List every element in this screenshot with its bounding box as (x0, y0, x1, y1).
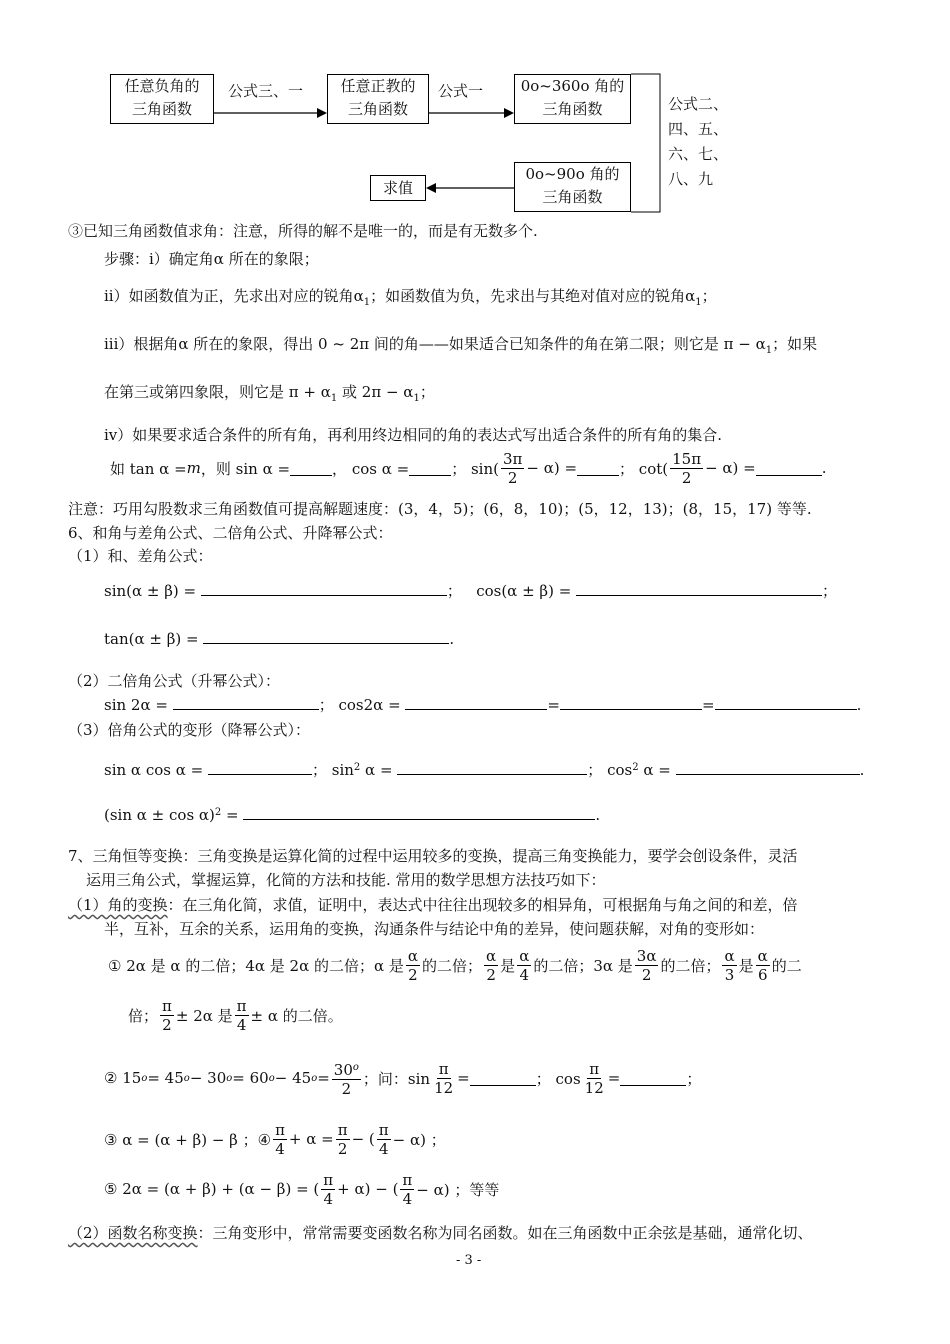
numerator: α (519, 946, 530, 965)
s3-example (110, 446, 827, 490)
s7-title-l1: 7、三角恒等变换：三角变换是运算化简的过程中运用较多的变换，提高三角变换能力，要学会创设条件，灵活 (68, 847, 798, 865)
answer-blank[interactable] (676, 760, 860, 775)
denominator: 12 (434, 1078, 454, 1097)
s7-case1-l2 (128, 992, 343, 1038)
answer-blank[interactable] (470, 1071, 536, 1086)
s3-title: ③已知三角函数值求角：注意，所得的解不是唯一的，而是有无数多个. (68, 222, 538, 240)
text: ； (686, 1069, 702, 1088)
s6-double-line (104, 694, 861, 715)
text: 或 2π − α (337, 383, 414, 401)
answer-blank[interactable] (576, 581, 822, 596)
answer-blank[interactable] (208, 760, 312, 775)
denominator: 4 (275, 1139, 285, 1158)
text: ：在三角化简，求值，证明中，表达式中往往出现较多的相异角，可根据角与角之间的和差，倍 (167, 896, 798, 914)
s7-case3-4 (104, 1116, 446, 1162)
text: . (856, 696, 862, 714)
text: = (547, 696, 560, 714)
denominator: 2 (641, 965, 652, 984)
text: − ( (351, 1130, 375, 1148)
text: cos(α ± β) = (476, 582, 577, 600)
text: α = (360, 761, 398, 779)
text: = 45 (147, 1069, 184, 1087)
answer-blank[interactable] (409, 461, 451, 476)
denominator: 2 (341, 1079, 352, 1098)
box-line: 任意负角的 (124, 77, 200, 95)
text: ⑤ 2α = (α + β) + (α − β) = ( (104, 1180, 320, 1198)
text: ； sin( (451, 459, 499, 478)
text: ； (587, 761, 603, 779)
text: . (595, 806, 601, 824)
text: ； (311, 761, 327, 779)
text: 是 (738, 956, 754, 975)
fraction (377, 1121, 391, 1158)
page-number: - 3 - (456, 1253, 482, 1268)
superscript: 2 (353, 762, 361, 773)
text: 在第三或第四象限，则它是 π + α (104, 383, 331, 401)
s7-p2-l1 (68, 1222, 813, 1243)
denominator: 2 (337, 1139, 348, 1158)
text: = 60 (232, 1069, 269, 1087)
s6-title: 6、和角与差角公式、二倍角公式、升降幂公式： (68, 524, 393, 542)
text: ； cot( (619, 459, 669, 478)
s7-title-l2: 运用三角公式，掌握运算，化简的方法和技能. 常用的数学思想方法技巧如下： (86, 871, 606, 889)
answer-blank[interactable] (620, 1071, 686, 1086)
numerator: α (486, 946, 497, 965)
numerator: π (275, 1120, 285, 1139)
s6-p1: （1）和、差角公式： (68, 547, 213, 565)
denominator: 6 (757, 965, 768, 984)
note: 注意：巧用勾股数求三角函数值可提高解题速度：(3，4，5)；(6，8，10)；(5，12，13)；(8，15，17) 等等. (68, 500, 812, 518)
fraction (432, 1060, 455, 1097)
text: iii）根据角α 所在的象限，得出 0 ~ 2π 间的角——如果适合已知条件的角在第二限；则它是 π − α (104, 335, 766, 353)
text: 的二 (771, 956, 802, 975)
s3-step3 (104, 333, 817, 356)
text: . (859, 761, 865, 779)
s3-step4: iv）如果要求适合条件的所有角，再利用终边相同的角的表达式写出适合条件的所有角的集合. (104, 426, 723, 444)
numerator: π (337, 1120, 348, 1139)
fraction (406, 947, 420, 984)
text: (sin α ± cos α) (104, 806, 215, 824)
fraction (635, 947, 659, 984)
text: − α) = (705, 459, 756, 477)
fraction (321, 1171, 335, 1208)
text: 30 (333, 1060, 353, 1079)
s3-step3-cont (104, 381, 435, 404)
text: 是 (500, 956, 516, 975)
numerator: 3π (502, 449, 523, 468)
box-0-90 (514, 162, 631, 212)
text: − α) = (526, 459, 578, 477)
text: 的二倍； (422, 956, 483, 975)
text: − α) ； (392, 1130, 446, 1149)
numerator: π (438, 1059, 449, 1078)
s6-reduce-line (104, 759, 864, 780)
answer-blank[interactable] (715, 695, 857, 710)
box-line: 0o~90o 角的 (525, 165, 620, 183)
s7-p1-l1 (68, 894, 798, 915)
text: = (317, 1069, 330, 1087)
degree-sign: o (311, 1072, 318, 1084)
numerator: π (162, 996, 172, 1015)
fraction (235, 997, 249, 1034)
heading: （1）角的变换 (68, 896, 168, 914)
box-result (370, 175, 426, 201)
heading: （2）函数名称变换 (68, 1224, 198, 1242)
text: ± 2α 是 (175, 1006, 233, 1025)
s7-case5 (104, 1166, 499, 1212)
s6-square-line (104, 805, 600, 824)
denominator: 4 (519, 965, 530, 984)
text: . (449, 630, 455, 648)
numerator: π (589, 1059, 600, 1078)
s3-step2 (104, 285, 717, 308)
text: = (702, 696, 715, 714)
text: ii）如函数值为正，先求出对应的锐角α (104, 287, 364, 305)
text: cos (607, 761, 633, 779)
fraction (722, 947, 736, 984)
degree-sign: o (268, 1072, 275, 1084)
text: ③ α = (α + β) − β ；④ (104, 1130, 272, 1149)
text: sin 2α = (104, 696, 173, 714)
numerator: 3α (636, 946, 657, 965)
s7-case1 (108, 942, 802, 988)
fraction (501, 450, 524, 487)
numerator: π (378, 1120, 389, 1139)
denominator: 12 (584, 1078, 604, 1097)
arrow1-label: 公式三、一 (228, 82, 304, 100)
text: = (221, 806, 244, 824)
text: cos2α = (338, 696, 406, 714)
s6-p2: （2）二倍角公式（升幂公式）： (68, 672, 281, 690)
degree-sign: o (226, 1072, 233, 1084)
text: tan(α ± β) = (104, 630, 204, 648)
fraction (583, 1060, 606, 1097)
side-label-1: 公式二、 (668, 95, 729, 113)
text: ② 15 (104, 1069, 142, 1087)
text: − 45 (274, 1069, 312, 1087)
superscript: 2 (632, 762, 639, 773)
fraction (756, 947, 770, 984)
text: − α) ；等等 (416, 1180, 500, 1199)
numerator: π (402, 1170, 413, 1189)
text: ； (318, 696, 334, 714)
denominator: 4 (323, 1189, 333, 1208)
text: ；如函数值为负，先求出与其绝对值对应的锐角α (370, 287, 696, 305)
text: − 30 (189, 1069, 227, 1087)
text: sin α cos α = (104, 761, 208, 779)
box-positive-angle (327, 74, 429, 124)
fraction (484, 947, 498, 984)
text: 倍； (128, 1006, 159, 1025)
answer-blank[interactable] (560, 695, 702, 710)
text: ，则 sin α = (200, 459, 291, 478)
subscript: 1 (765, 345, 773, 356)
numerator: α (757, 946, 768, 965)
text: . (821, 459, 827, 477)
degree-sign: o (183, 1072, 190, 1084)
text: = (457, 1069, 470, 1087)
text: ； (701, 287, 717, 305)
text: ； (446, 582, 462, 600)
box-negative-angle (110, 74, 214, 124)
text: + α) − ( (337, 1180, 399, 1198)
numerator: α (724, 946, 735, 965)
numerator (332, 1059, 361, 1080)
text: ± α 的二倍。 (250, 1006, 343, 1025)
text: sin(α ± β) = (104, 582, 201, 600)
subscript: 1 (363, 297, 371, 308)
numerator: π (323, 1170, 334, 1189)
text: ； (419, 383, 435, 401)
numerator: 15π (672, 449, 702, 468)
denominator: 2 (507, 468, 518, 487)
answer-blank[interactable] (577, 461, 619, 476)
fraction (160, 997, 174, 1034)
s3-step1: 步骤：i）确定角α 所在的象限； (104, 250, 319, 268)
side-label-3: 六、七、 (668, 145, 729, 163)
text: 如 tan α = (110, 459, 187, 478)
s6-sum-line (104, 580, 837, 601)
text: α = (638, 761, 676, 779)
text: + α = (288, 1130, 334, 1148)
denominator: 4 (236, 1015, 247, 1034)
answer-blank[interactable] (243, 805, 595, 820)
denominator: 4 (378, 1139, 389, 1158)
fraction (670, 450, 703, 487)
text: ① 2α 是 α 的二倍；4α 是 2α 的二倍；α 是 (108, 956, 404, 975)
answer-blank[interactable] (203, 629, 449, 644)
denominator: 2 (162, 1015, 172, 1034)
text: 的二倍； (660, 956, 721, 975)
s7-p1-l2: 半，互补，互余的关系，运用角的变换，沟通条件与结论中角的差异，使问题获解，对角的变形如： (104, 920, 765, 938)
denominator: 4 (402, 1189, 413, 1208)
box-line: 任意正教的 (340, 77, 416, 95)
box-line: 三角函数 (131, 100, 192, 118)
fraction (517, 947, 531, 984)
fraction (400, 1171, 414, 1208)
superscript: 2 (214, 807, 222, 818)
fraction (336, 1121, 350, 1158)
text: 的二倍；3α 是 (533, 956, 633, 975)
side-label-2: 四、五、 (668, 120, 729, 138)
box-line: 0o~360o 角的 (520, 77, 625, 95)
fraction (332, 1059, 361, 1098)
s7-case2 (104, 1055, 701, 1101)
text: ；如果 (772, 335, 818, 353)
arrow2-label: 公式一 (438, 82, 484, 100)
var-m: m (186, 459, 201, 477)
degree-sign: o (352, 1061, 359, 1073)
s6-p3: （3）倍角公式的变形（降幂公式）： (68, 721, 311, 739)
box-0-360 (514, 74, 631, 124)
result-label: 求值 (382, 179, 413, 197)
answer-blank[interactable] (397, 760, 587, 775)
denominator: 2 (486, 965, 496, 984)
answer-blank[interactable] (201, 581, 447, 596)
text: ：三角变形中，常常需要变函数名称为同名函数。如在三角函数中正余弦是基础，通常化切、 (197, 1224, 813, 1242)
numerator: α (407, 946, 419, 965)
answer-blank[interactable] (405, 695, 547, 710)
degree-sign: o (141, 1072, 148, 1084)
fraction (273, 1121, 287, 1158)
answer-blank[interactable] (756, 461, 822, 476)
subscript: 1 (330, 393, 338, 404)
box-line: 三角函数 (542, 100, 603, 118)
denominator: 2 (408, 965, 418, 984)
side-label-4: 八、九 (668, 170, 714, 188)
subscript: 1 (695, 297, 702, 308)
s6-tan-line (104, 629, 454, 648)
box-line: 三角函数 (542, 188, 603, 206)
subscript: 1 (413, 393, 420, 404)
text: ； (822, 582, 838, 600)
box-line: 三角函数 (347, 100, 408, 118)
answer-blank[interactable] (290, 461, 332, 476)
numerator: π (236, 996, 247, 1015)
text: ； cos (535, 1069, 581, 1088)
text: = (607, 1069, 621, 1087)
denominator: 2 (681, 468, 692, 487)
text: sin (331, 761, 354, 779)
text: ， cos α = (332, 459, 410, 478)
text: ；问：sin (362, 1069, 431, 1088)
denominator: 3 (724, 965, 735, 984)
answer-blank[interactable] (173, 695, 319, 710)
